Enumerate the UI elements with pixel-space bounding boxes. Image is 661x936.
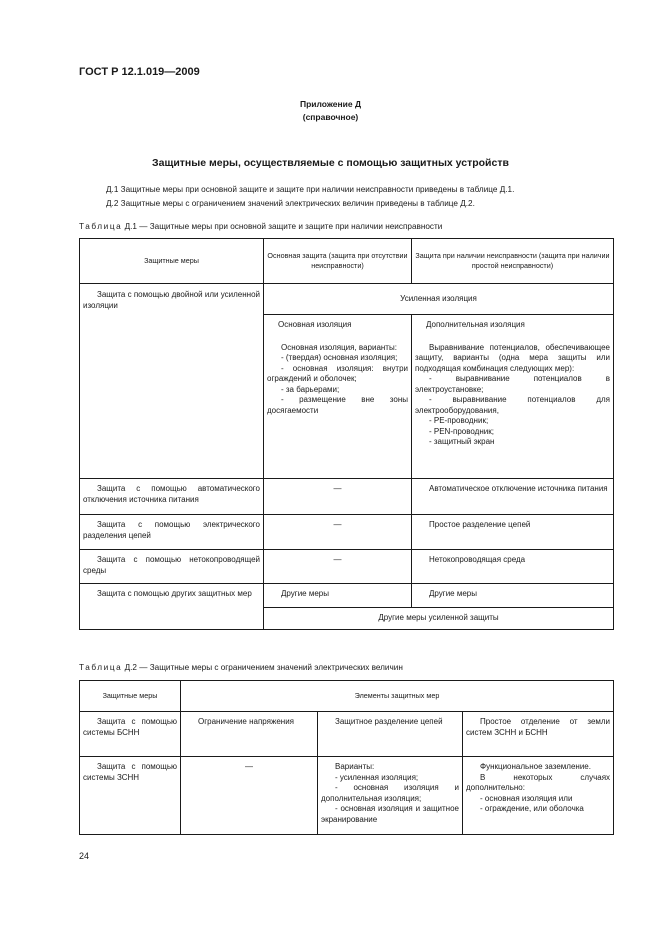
table1-r6-merged: Другие меры усиленной защиты [264, 608, 614, 630]
table1-r6-fault: Другие меры [412, 584, 614, 608]
table2-header-elements: Элементы защитных мер [181, 681, 614, 712]
table1-header-measures: Защитные меры [80, 239, 264, 284]
table1-r3-fault: Автоматическое отключение источника питания [412, 479, 614, 515]
table1-r4-fault: Простое разделение цепей [412, 515, 614, 550]
page-number: 24 [79, 851, 90, 861]
intro-paragraph-2: Д.2 Защитные меры с ограничением значений электрических величин приведены в таблице Д.2. [106, 199, 475, 208]
table1-r5-basic: — [264, 550, 412, 584]
table1-r4-basic: — [264, 515, 412, 550]
table1-header-basic: Основная защита (защита при отсутствии неисправности) [264, 239, 412, 284]
table1-r6-measure: Защита с помощью других защитных мер [80, 584, 264, 630]
table1-r3-measure: Защита с помощью автоматического отключения источника питания [80, 479, 264, 515]
table2-r1-measure: Защита с помощью системы БСНН [80, 712, 181, 757]
document-id: ГОСТ Р 12.1.019—2009 [79, 66, 200, 78]
table1-header-row [80, 239, 614, 284]
table1-r3-basic: — [264, 479, 412, 515]
intro-paragraph-1: Д.1 Защитные меры при основной защите и защите при наличии неисправности приведены в таблице Д.1. [106, 185, 515, 194]
table1-r5-fault: Нетокопроводящая среда [412, 550, 614, 584]
table1-r1-measure: Защита с помощью двойной или усиленной изоляции [80, 284, 264, 479]
appendix-title: Приложение Д [299, 99, 362, 109]
table2-r2-c2: — [181, 757, 318, 835]
table-row [80, 550, 614, 584]
table2-r2-c4: Функциональное заземление. В некоторых случаях дополнительно: - основная изоляция или - ограждение, или оболочка [463, 757, 614, 835]
table1-caption-text: Д.1 — Защитные меры при основной защите и защите при наличии неисправности [122, 222, 443, 231]
table-d1 [79, 238, 614, 630]
table-d2 [79, 680, 614, 835]
table1-caption-prefix: Таблица [79, 222, 123, 231]
section-title: Защитные меры, осуществляемые с помощью защитных устройств [152, 157, 509, 169]
table-row [80, 712, 614, 757]
table2-r1-c3: Защитное разделение цепей [318, 712, 463, 757]
table1-r1-merged: Усиленная изоляция [264, 284, 614, 315]
table2-caption-prefix: Таблица [79, 663, 123, 672]
table-row [80, 515, 614, 550]
table1-r6-basic: Другие меры [264, 584, 412, 608]
table2-r1-c4: Простое отделение от земли систем ЗСНН и БСНН [463, 712, 614, 757]
appendix-subtitle: (справочное) [302, 112, 359, 122]
table2-r2-c3: Варианты: - усиленная изоляция; - основная изоляция и дополнительная изоляция; - основная изоляция и защитное экранирование [318, 757, 463, 835]
table-row [80, 284, 614, 315]
table1-r4-measure: Защита с помощью электрического разделения цепей [80, 515, 264, 550]
table2-caption-text: Д.2 — Защитные меры с ограничением значений электрических величин [122, 663, 403, 672]
table1-header-fault: Защита при наличии неисправности (защита при наличии простой неисправности) [412, 239, 614, 284]
table2-caption [79, 663, 403, 672]
table2-header-measures: Защитные меры [80, 681, 181, 712]
table1-r2-fault: Дополнительная изоляция Выравнивание потенциалов, обеспечивающее защиту, варианты (одна мера защиты или подходящая комбинация следующих мер): - выравнивание потенциалов в электроустановке; - выравнивание потенциалов для электрооборудования, - PE-проводник; - PEN-проводник; - защитный экран [412, 315, 614, 479]
table2-r1-c2: Ограничение напряжения [181, 712, 318, 757]
table2-header-row [80, 681, 614, 712]
table1-r5-measure: Защита с помощью нетокопроводящей среды [80, 550, 264, 584]
table2-r2-measure: Защита с помощью системы ЗСНН [80, 757, 181, 835]
table1-r2-basic: Основная изоляция Основная изоляция, варианты: - (твердая) основная изоляция; - основная изоляция: внутри ограждений и оболочек; - за барьерами; - размещение вне зоны досягаемости [264, 315, 412, 479]
table-row [80, 479, 614, 515]
table-row [80, 584, 614, 608]
table-row [80, 757, 614, 835]
table1-caption [79, 222, 442, 231]
